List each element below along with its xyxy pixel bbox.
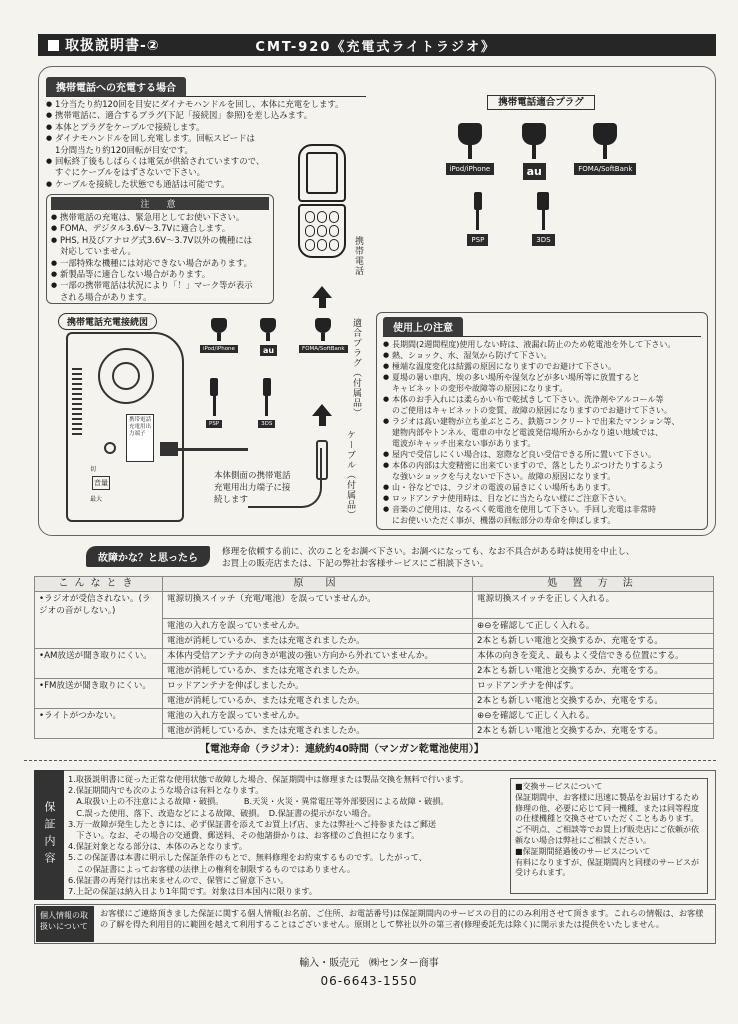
usage-list: [383, 339, 701, 526]
trouble-intro-2: お買上の販売店または、下記の弊社お客様サービスにご相談下さい。: [222, 559, 489, 569]
list-item: のご使用はキャビネットの変質、故障の原因になりますのでお避けて下さい。: [392, 406, 672, 415]
phone-keypad: [298, 204, 346, 258]
vendor: 輸入・販売元 ㈱センター商事: [299, 958, 439, 969]
col-fix: 処 置 方 法: [473, 577, 714, 592]
plugs-top-row: [378, 123, 704, 180]
guarantee-item: 3.万一故障が発生したときには、必ず保証書を添えてお買上げ店、または弊社へご持参またはご郵送: [68, 818, 437, 829]
phone-label: 携帯電話: [353, 236, 363, 276]
usage-title: 使用上の注意: [383, 317, 463, 336]
output-port-icon: [104, 442, 116, 454]
compatible-plugs-title: 携帯電話適合プラグ: [487, 95, 595, 110]
list-item: ● ラジオは高い建物が立ち並ぶところ、鉄筋コンクリートで出来たマンション等、: [383, 416, 701, 427]
guarantee-list: [68, 774, 506, 897]
plug-3ds: 3DS: [532, 192, 554, 246]
guarantee-item: 2.保証期間内でも次のような場合は有料となります。: [68, 785, 264, 796]
cell-cause: 電池が消耗しているか、または充電されましたか。: [163, 633, 473, 648]
list-item: にお使いいただく事が、機器の回転部分の寿命を伸ばします。: [392, 516, 616, 525]
connection-note: 本体側面の携帯電話充電用出力端子に接続します: [214, 471, 291, 505]
cell-cause: 電源切換スイッチ（充電/電池）を誤っていませんか。: [163, 592, 473, 619]
list-item: される場合があります。: [60, 291, 152, 302]
list-item: ● 熱、ショック、水、湿気から防げて下さい。: [383, 350, 701, 361]
table-row: [35, 723, 714, 738]
trouble-table-wrap: [34, 576, 714, 739]
list-item: ● 新製品等に適合しない場合があります。: [51, 269, 269, 280]
list-item: 1分間当たり約120回転が目安です。: [55, 144, 193, 155]
arrow-up-icon: [312, 286, 332, 308]
list-item: ● 本体とプラグをケーブルで接続します。: [46, 122, 366, 133]
list-item: ● 携帯電話に、適合するプラグ(下記「接続図」参照)を差し込みます。: [46, 110, 366, 121]
col-when: こんなとき: [35, 577, 163, 592]
plug-label: 適合プラグ（付属品）: [351, 318, 361, 418]
square-bullet-icon: [48, 40, 59, 51]
guarantee-side: 保証内容: [34, 770, 64, 900]
exchange-text: 保証期間中、お客様に迅速に製品をお届けするため修理の他、必要に応じて同一機種、または同等程度の仕様機種と交換させていただくこともあります。ご不明点、ご相談等でお買上げ販売店にご依頼が依頼ない場合は弊社にご相談ください。: [515, 792, 699, 845]
cell-fix: 電源切換スイッチを正しく入れる。: [473, 592, 714, 619]
trouble-heading: 故障かな？と思ったら: [86, 546, 210, 567]
privacy-text: お客様にご連絡頂きました保証に関する個人情報(お名前、ご住所、お電話番号)は保証期間内のサービスの目的にのみ利用させて頂きます。これらの情報は、お客様の了解を得た利用目的に範囲を越えて利用することはございません。原則として弊社以外の第三者(修理委託先は除く)に開示または提供をいたしません。: [100, 908, 704, 929]
charging-title: 携帯電話への充電する場合: [46, 77, 186, 96]
table-row: [35, 633, 714, 648]
phone-number: 06-6643-1550: [320, 974, 418, 988]
switch-max-label: 最大: [90, 496, 103, 503]
list-item: ● 夏場の暑い車内、埃の多い場所や湿気などが多い場所等に放置すると: [383, 372, 701, 383]
diagram-plug-foma: FOMA/SoftBank: [299, 318, 348, 356]
cell-cause: 電池が消耗しているか、または充電されましたか。: [163, 723, 473, 738]
diagram-plug-3ds: 3DS: [258, 378, 275, 428]
cell-cause: 電池が消耗しているか、または充電されましたか。: [163, 663, 473, 678]
diagram-plug-psp: PSP: [206, 378, 222, 428]
cell-fix: 本体の向きを変え、最もよく受信できる位置にする。: [473, 648, 714, 663]
col-cause: 原 因: [163, 577, 473, 592]
cell-fix: ⊕⊖を確認して正しく入れる。: [473, 618, 714, 633]
list-item: キャビネットの変形や故障等の原因になります。: [392, 384, 568, 393]
cell-when: •FM放送が聞き取りにくい。: [35, 678, 163, 693]
header-bar: [38, 34, 716, 56]
guarantee-item: 1.取扱説明書に従った正常な使用状態で故障した場合、保証期間中は修理または製品交換を無料で行います。: [68, 774, 469, 784]
usage-notes-box: [376, 312, 708, 530]
list-item: ● 山・谷などでは、ラジオの電波の届きにくい場所もあります。: [383, 482, 701, 493]
volume-label: 音量: [92, 476, 110, 490]
plugs-bottom-row: [378, 192, 644, 246]
privacy-side: 個人情報の取扱いについて: [36, 906, 94, 942]
exchange-box: [510, 778, 708, 894]
cable-plug-icon: [176, 448, 248, 451]
list-item: ● 長期間(2週間程度)使用しない時は、液漏れ防止のため乾電池を外して下さい。: [383, 339, 701, 350]
list-item: ● 一部特殊な機種には対応できない場合があります。: [51, 258, 269, 269]
battery-life: 【電池寿命（ラジオ）：連続約40時間（マンガン乾電池使用）】: [200, 744, 484, 755]
guarantee-item: 下さい。なお、その場合の交通費、郵送料、その他諸掛かりは、お客様のご負担になります。: [68, 830, 420, 841]
table-row: [35, 663, 714, 678]
caution-box: [46, 194, 274, 304]
after-title: ■保証期間経過後のサービスについて: [515, 846, 651, 856]
radio-body: [66, 332, 184, 522]
cell-cause: 電池の入れ方を誤っていませんか。: [163, 618, 473, 633]
table-row: [35, 648, 714, 663]
table-row: [35, 708, 714, 723]
cell-when: [35, 663, 163, 678]
trouble-table: [34, 576, 714, 739]
list-item: ● 携帯電話の充電は、緊急用としてお使い下さい。: [51, 212, 269, 223]
cell-fix: 2本とも新しい電池と交換するか、充電をする。: [473, 633, 714, 648]
table-row: [35, 592, 714, 619]
cell-fix: 2本とも新しい電池と交換するか、充電をする。: [473, 663, 714, 678]
guarantee-item: 6.保証書の再発行は出来ませんので、保管にご留意下さい。: [68, 874, 289, 885]
plug-foma: FOMA/SoftBank: [574, 123, 636, 180]
list-item: ● 一部の携帯電話は状況により「！」マーク等が表示: [51, 280, 269, 291]
list-item: ● 音楽のご使用は、なるべく乾電池を使用して下さい。手回し充電は非常時: [383, 504, 701, 515]
phone-illustration: [298, 144, 350, 254]
list-item: ● ケーブルを接続した状態でも通話は可能です。: [46, 179, 366, 190]
list-item: ● 1分当たり約120回を目安にダイナモハンドルを回し、本体に充電をします。: [46, 99, 366, 110]
table-row: [35, 693, 714, 708]
diagram-plugs-bottom: [206, 378, 275, 428]
caution-title: 注 意: [51, 197, 269, 210]
cell-fix: ⊕⊖を確認して正しく入れる。: [473, 708, 714, 723]
list-item: 対応していません。: [60, 246, 136, 257]
model-title: CMT-920《充電式ライトラジオ》: [255, 39, 496, 55]
arrow-up-icon-2: [312, 404, 332, 426]
cell-when: •AM放送が聞き取りにくい。: [35, 648, 163, 663]
plug-au: au: [522, 123, 546, 180]
guarantee-item: A.取扱い上の不注意による故障・破損。 B.天災・火災・異常電圧等外部要因による故障・破損。: [68, 796, 449, 807]
list-item: 建物内部やトンネル、電車の中など電波発信場所からかなり遠い地域では、: [392, 428, 663, 437]
diagram-title: 携帯電話充電接続図: [58, 313, 157, 330]
cell-cause: ロッドアンテナを伸ばしましたか。: [163, 678, 473, 693]
cable-connector-icon: [160, 442, 178, 456]
list-item: な強いショックを与えないで下さい。故障の原因になります。: [392, 472, 616, 481]
list-item: ● 本体のお手入れには柔らかい布で乾拭きして下さい。洗浄剤やアルコール等: [383, 394, 701, 405]
guarantee-item: 4.保証対象となる部分は、本体のみとなります。: [68, 841, 248, 852]
switch-off-label: 切: [90, 466, 97, 473]
guarantee-item: 5.この保証書は本書に明示した保証条件のもとで、無料修理をお約束するものです。したがって、: [68, 852, 427, 863]
trouble-intro: [222, 546, 712, 570]
cell-when: [35, 723, 163, 738]
caution-list: [51, 212, 269, 303]
list-item: ● FOMA、デジタル3.6V～3.7Vに適合します。: [51, 223, 269, 234]
exchange-title: ■交換サービスについて: [515, 782, 603, 791]
phone-top: [298, 144, 346, 202]
cell-when: [35, 693, 163, 708]
diagram-plug-au: au: [260, 318, 277, 356]
cell-when: [35, 618, 163, 633]
cell-fix: 2本とも新しい電池と交換するか、充電をする。: [473, 693, 714, 708]
doc-title: 取扱説明書-②: [65, 38, 160, 54]
plug-psp: PSP: [467, 192, 488, 246]
guarantee-item: 7.上記の保証は納入日より1年間です。対象は日本国内に限ります。: [68, 886, 318, 897]
cell-when: [35, 633, 163, 648]
list-item: ● ロッドアンテナ使用時は、目などに当たらない様にご注意下さい。: [383, 493, 701, 504]
cell-fix: 2本とも新しい電池と交換するか、充電をする。: [473, 723, 714, 738]
port-label: 携帯電話充電用出力端子: [126, 414, 154, 462]
speaker-icon: [98, 348, 154, 404]
cable-label: ケーブル（付属品）: [345, 430, 355, 520]
list-item: ● 本体の内部は大変精密に出来ていますので、落としたりぶつけたりするよう: [383, 460, 701, 471]
list-item: ● 極端な温度変化は結露の原因になりますのでお避けて下さい。: [383, 361, 701, 372]
cell-fix: ロッドアンテナを伸ばす。: [473, 678, 714, 693]
cell-cause: 電池が消耗しているか、または充電されましたか。: [163, 693, 473, 708]
list-item: すぐにケーブルをはずさないで下さい。: [55, 167, 205, 178]
list-item: ● 回転終了後もしばらくは電気が供給されていますので、: [46, 156, 366, 167]
guarantee-item: この保証書によってお客様の法律上の権利を制限するものではありません。: [68, 863, 356, 874]
grip-icon: [72, 368, 82, 438]
cell-cause: 電池の入れ方を誤っていませんか。: [163, 708, 473, 723]
list-item: ● PHS, H及びアナログ式3.6V～3.7V以外の機種には: [51, 235, 269, 246]
cut-line: [24, 760, 716, 761]
cell-when: •ライトがつかない。: [35, 708, 163, 723]
list-item: 電波がキャッチ出来ない事があります。: [392, 439, 536, 448]
compatible-plugs-panel: [378, 78, 704, 306]
guarantee-item: C.誤った使用、落下、改造などによる故障、破損。 D.保証書の提示がない場合。: [68, 807, 376, 818]
table-row: [35, 618, 714, 633]
trouble-intro-1: 修理を依頼する前に、次のことをお調べ下さい。お調べになっても、なお不具合がある時は使用を中止し、: [222, 547, 635, 557]
list-item: ● ダイナモハンドルを回し充電します。回転スピードは: [46, 133, 366, 144]
cell-when: •ラジオが受信されない。(ラジオの音がしない。): [35, 592, 163, 619]
cell-cause: 本体内受信アンテナの向きが電波の強い方向から外れていませんか。: [163, 648, 473, 663]
diagram-plugs-top: [200, 318, 348, 356]
diagram-plug-ipod: iPod/iPhone: [200, 318, 238, 356]
table-row: [35, 678, 714, 693]
list-item: ● 屋内で受信しにくい場合は、窓際など良い受信できる所に置いて下さい。: [383, 449, 701, 460]
after-text: 有料になりますが、保証期間内と同様のサービスが受けられます。: [515, 857, 699, 878]
plug-ipod: iPod/iPhone: [446, 123, 495, 180]
